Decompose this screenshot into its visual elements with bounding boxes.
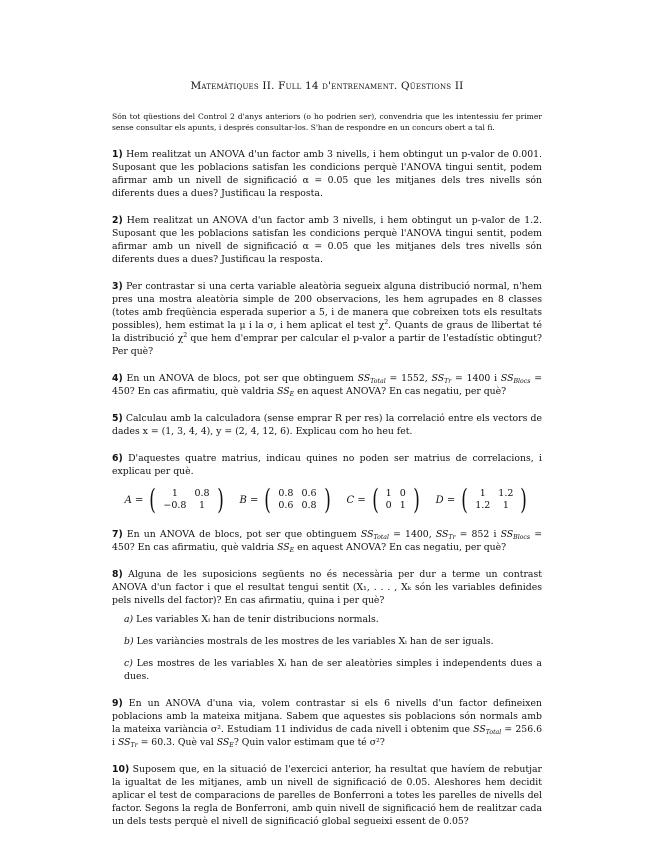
option-a <box>124 613 542 626</box>
question-number: 3) <box>112 281 123 292</box>
question-10 <box>112 763 542 828</box>
question-number: 8) <box>112 569 123 580</box>
question-text: Hem realitzat un ANOVA d'un factor amb 3 nivells, i hem obtingut un p-valor de 0.001. Suposant que les poblacions satisfan les condicions perquè l'ANOVA tingui sentit, podem afirmar amb un nivell de significació α = 0.05 que les mitjanes dels tres nivells són diferents dues a dues? Justificau la resposta. <box>112 149 543 199</box>
question-number: 1) <box>112 149 123 160</box>
question-text: D'aquestes quatre matrius, indicau quines no poden ser matrius de correlacions, i explicau per què. <box>112 453 542 477</box>
question-text: = 852 i <box>455 529 501 540</box>
question-3 <box>112 280 542 358</box>
matrix-body <box>382 488 410 512</box>
question-text: ? Quin valor estimam que té σ²? <box>233 737 385 748</box>
matrix-cell: 1 <box>399 500 406 511</box>
question-number: 9) <box>112 698 123 709</box>
matrix-cell: 0.8 <box>194 488 210 499</box>
question-number: 4) <box>112 373 123 384</box>
intro-paragraph: Són tot qüestions del Control 2 d'anys anteriors (o ho podrien ser), convendria que les intentessiu fer primer sense consultar els apunts, i després consultar-los. S'han de respondre en un concurs obert a tal fi. <box>112 112 542 132</box>
math-subscript: Tr <box>448 534 456 541</box>
question-text: Calculau amb la calculadora (sense emprar R per res) la correlació entre els vectors de dades x = (1, 3, 4, 4), y = (2, 4, 12, 6). Explicau com ho heu fet. <box>112 413 542 437</box>
math-subscript: E <box>289 391 295 398</box>
matrix-cell: 1.2 <box>498 488 514 499</box>
matrix-cell: 1 <box>171 488 178 499</box>
matrix-cell: 0 <box>385 500 392 511</box>
math-symbol: SS <box>357 373 371 384</box>
option-label: a) <box>124 614 134 625</box>
matrix-cell: 0.6 <box>301 488 317 499</box>
question-number: 5) <box>112 413 123 424</box>
matrix-cell: 1 <box>385 488 392 499</box>
matrix-cell: 1.2 <box>475 500 491 511</box>
math-symbol: SS <box>117 737 131 748</box>
superscript: 2 <box>384 318 389 326</box>
matrix-label: D = <box>435 494 456 506</box>
right-paren: ) <box>216 483 224 516</box>
option-text: Les variables Xᵢ han de tenir distribucions normals. <box>136 614 379 625</box>
math-subscript: Tr <box>130 742 138 749</box>
math-subscript: Blocs <box>513 378 531 385</box>
option-label: b) <box>124 636 134 647</box>
question-6 <box>112 452 542 514</box>
question-text: = 256.6 i <box>112 724 542 748</box>
question-8 <box>112 568 542 683</box>
question-1 <box>112 148 542 200</box>
question-text: En un ANOVA de blocs, pot ser que obtinguem <box>126 373 358 384</box>
matrix-b <box>239 483 332 516</box>
math-symbol: SS <box>473 724 486 735</box>
matrix-cell: 1 <box>502 500 509 511</box>
option-b <box>124 635 542 648</box>
superscript: 2 <box>183 331 188 339</box>
math-symbol: SS <box>500 373 514 384</box>
math-symbol: SS <box>277 386 290 397</box>
matrix-cell: −0.8 <box>163 500 187 511</box>
matrix-body <box>471 488 517 512</box>
left-paren: ( <box>264 483 272 516</box>
matrix-c <box>346 483 421 516</box>
question-text: = 60.3. Què val <box>137 737 217 748</box>
math-symbol: SS <box>500 529 514 540</box>
matrix-cell: 0.6 <box>278 500 294 511</box>
math-subscript: Blocs <box>513 534 531 541</box>
math-symbol: SS <box>431 373 445 384</box>
matrix-body <box>274 488 320 512</box>
question-text: En un ANOVA de blocs, pot ser que obtinguem <box>126 529 361 540</box>
page-title: Matemàtiques II. Full 14 d'entrenament. Qüestions II <box>190 80 464 92</box>
matrix-d <box>435 483 530 516</box>
question-text: Suposem que, en la situació de l'exercici anterior, ha resultat que havíem de rebutjar la igualtat de les mitjanes, amb un nivell de significació de 0.05. Aleshores hem decidit aplicar el test de comparacions de parelles de Bonferroni a totes les parelles de nivells del factor. Segons la regla de Bonferroni, amb quin nivell de significació hem de realitzar cada un dels tests perquè el nivell de significació global segueixi essent de 0.05? <box>112 764 542 827</box>
options-list <box>124 613 542 683</box>
math-subscript: Tr <box>444 378 452 385</box>
right-paren: ) <box>412 483 420 516</box>
question-text: que hem d'emprar per calcular el p-valor a partir de l'estadístic obtingut? Per què? <box>112 333 542 357</box>
right-paren: ) <box>323 483 331 516</box>
left-paren: ( <box>371 483 379 516</box>
left-paren: ( <box>461 483 468 516</box>
question-9 <box>112 697 542 749</box>
math-symbol: SS <box>277 542 290 553</box>
question-text: = 1400, <box>388 529 436 540</box>
math-symbol: SS <box>216 737 230 748</box>
matrix-a <box>124 483 226 516</box>
matrix-cell: 0.8 <box>278 488 294 499</box>
option-c <box>124 657 542 683</box>
matrix-cell: 1 <box>479 488 486 499</box>
math-symbol: SS <box>435 529 449 540</box>
math-subscript: Total <box>485 729 502 736</box>
math-subscript: E <box>229 742 234 749</box>
question-text: en aquest ANOVA? En cas negatiu, per què? <box>294 386 507 397</box>
question-2 <box>112 214 542 266</box>
question-7 <box>112 528 542 554</box>
option-text: Les mostres de les variables Xᵢ han de ser aleatòries simples i independents dues a dues. <box>124 658 542 682</box>
question-text: . Quants de graus de llibertat té la distribució χ <box>112 320 542 344</box>
document-page <box>112 80 542 842</box>
question-text: = 450? En cas afirmatiu, què valdria <box>112 373 542 397</box>
matrix-cell: 0 <box>399 488 406 499</box>
option-text: Les variàncies mostrals de les mostres de les variables Xᵢ han de ser iguals. <box>136 636 494 647</box>
right-paren: ) <box>520 483 528 516</box>
matrix-body <box>159 488 213 512</box>
question-text: en aquest ANOVA? En cas negatiu, per què? <box>294 542 507 553</box>
math-symbol: SS <box>360 529 374 540</box>
matrix-label: C = <box>346 494 366 506</box>
math-subscript: Total <box>370 378 386 385</box>
matrices-row <box>112 483 542 516</box>
question-text: Alguna de les suposicions següents no és necessària per dur a terme un contrast ANOVA d'un factor i que el resultat tengui sentit (X₁, . . . , Xₖ són les variables definides pels nivells del factor)? En cas afirmatiu, quina i per què? <box>112 569 542 606</box>
question-number: 2) <box>112 215 123 226</box>
question-text: = 1400 i <box>451 373 501 384</box>
matrix-label: A = <box>124 494 144 506</box>
question-text: Per contrastar si una certa variable aleatòria segueix alguna distribució normal, n'hem pres una mostra aleatòria simple de 200 observacions, les hem agrupades en 8 classes (totes amb freqüència esperada superior a 5, i de manera que cobreixen tots els resultats possibles), hem estimat la μ i la σ, i hem aplicat el test χ <box>112 281 542 331</box>
matrix-cell: 0.8 <box>301 500 317 511</box>
question-text: Hem realitzat un ANOVA d'un factor amb 3 nivells, i hem obtingut un p-valor de 1.2. Suposant que les poblacions satisfan les condicions perquè l'ANOVA tingui sentit, podem afirmar amb un nivell de significació α = 0.05 que les mitjanes dels tres nivells són diferents dues a dues? Justificau la resposta. <box>112 215 542 265</box>
question-text: En un ANOVA d'una via, volem contrastar si els 6 nivells d'un factor defineixen poblacions amb la mateixa mitjana. Sabem que aquestes sis poblacions són normals amb la mateixa variància σ². Estudiam 11 individus de cada nivell i obtenim que <box>112 698 542 735</box>
question-5 <box>112 412 542 438</box>
question-text: = 450? En cas afirmatiu, què valdria <box>112 529 542 553</box>
question-number: 7) <box>112 529 123 540</box>
question-text: = 1552, <box>385 373 432 384</box>
question-number: 6) <box>112 453 123 464</box>
question-number: 10) <box>112 764 130 775</box>
left-paren: ( <box>149 483 157 516</box>
question-4 <box>112 372 542 398</box>
math-subscript: Total <box>373 534 389 541</box>
option-label: c) <box>124 658 133 669</box>
math-subscript: E <box>289 547 295 554</box>
matrix-label: B = <box>239 494 259 506</box>
matrix-cell: 1 <box>198 500 206 511</box>
